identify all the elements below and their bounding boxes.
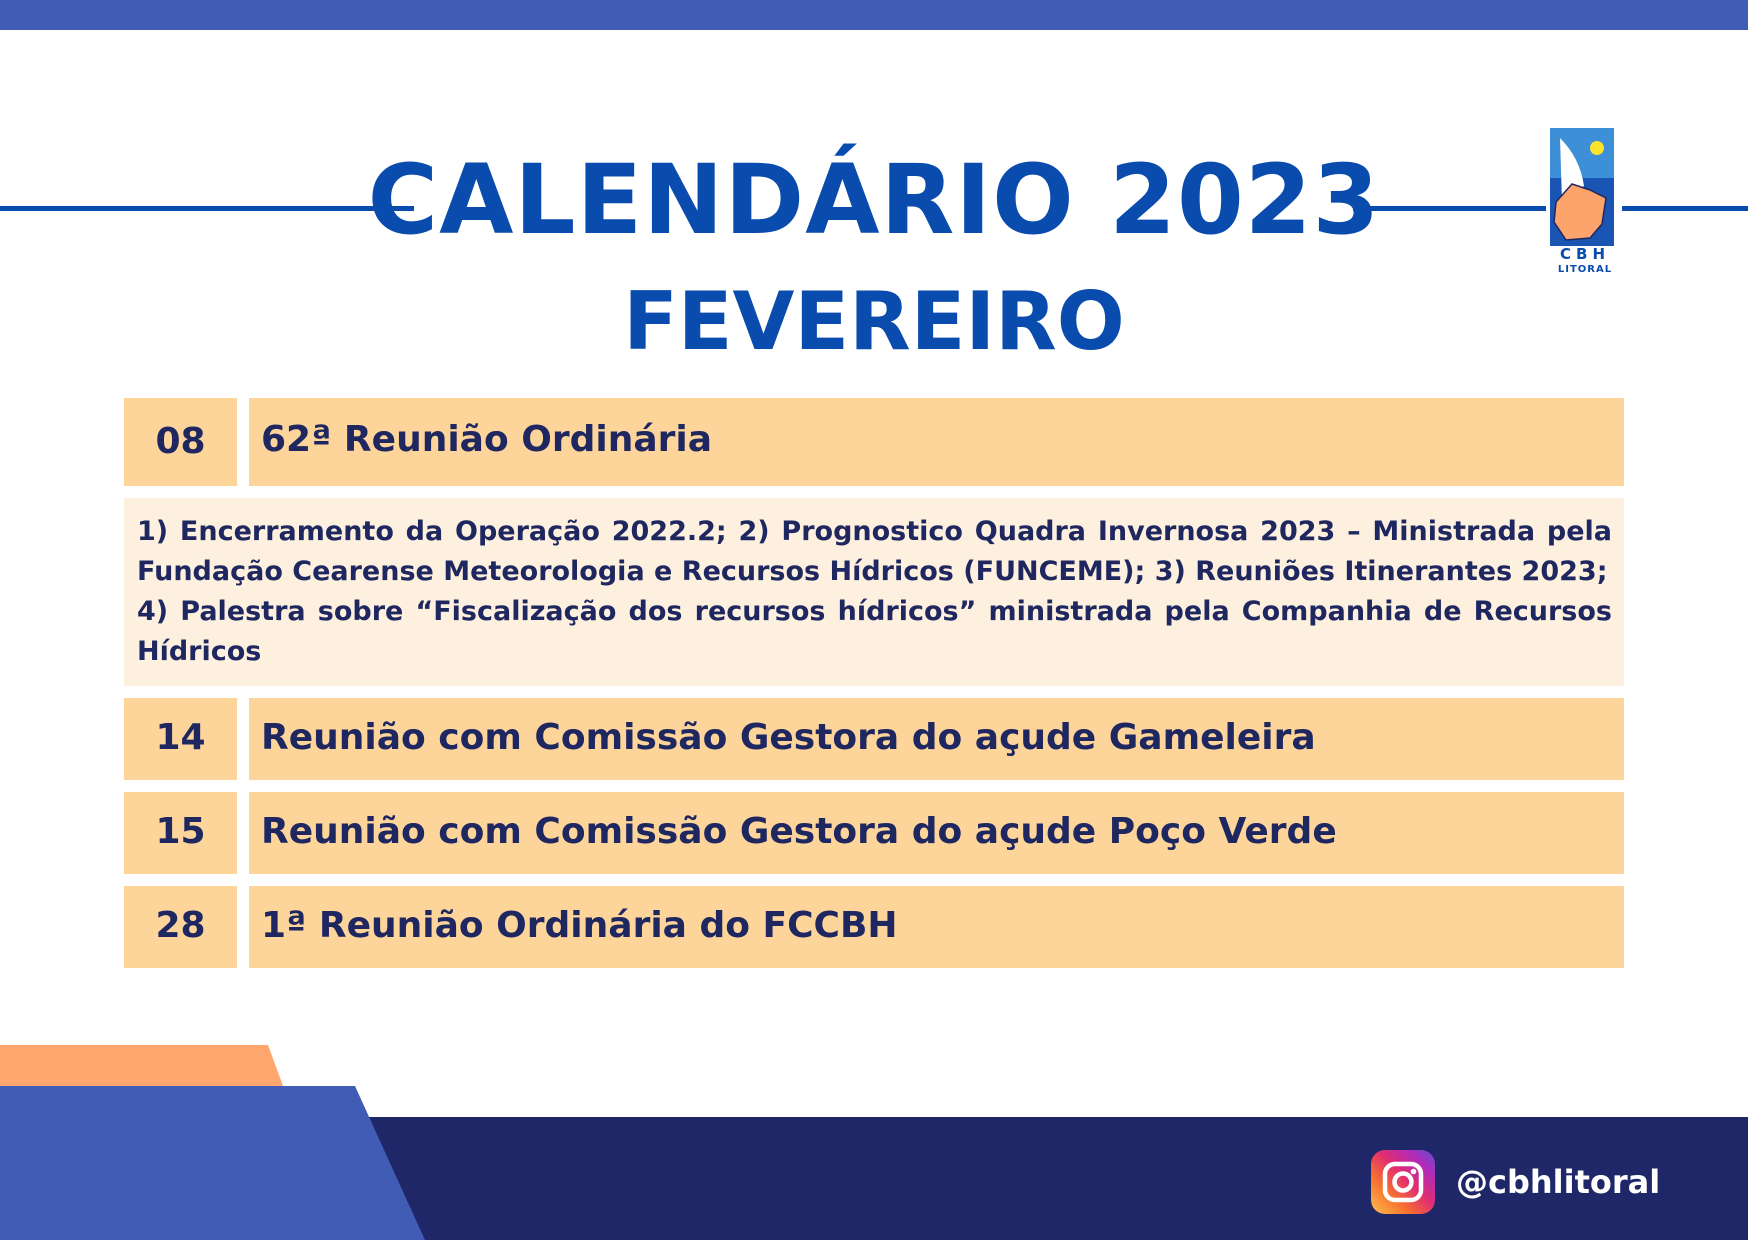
footer-blue-shape [0, 1086, 425, 1240]
event-day: 28 [124, 886, 237, 968]
month-title: FEVEREIRO [623, 275, 1125, 368]
details-paragraph-1: 1) Encerramento da Operação 2022.2; 2) Prognostico Quadra Invernosa 2023 – Ministrada pela Fundação Cearense Meteorologia e Recursos Hídricos (FUNCEME); 3) Reuniões Itinerantes 2023; [137, 516, 1612, 587]
details-paragraph-2: 4) Palestra sobre “Fiscalização dos recursos hídricos” ministrada pela Companhia de Recursos Hídricos [137, 596, 1612, 667]
event-day: 15 [124, 792, 237, 874]
page-title: CALENDÁRIO 2023 [367, 144, 1381, 256]
event-title: 1ª Reunião Ordinária do FCCBH [249, 886, 1624, 968]
event-day: 08 [124, 398, 237, 486]
logo-text-litoral: LITORAL [1557, 264, 1613, 275]
event-day: 14 [124, 698, 237, 780]
instagram-icon[interactable] [1371, 1150, 1435, 1214]
instagram-handle[interactable]: @cbhlitoral [1456, 1163, 1661, 1201]
instagram-glyph [1371, 1150, 1435, 1214]
logo-sun [1590, 141, 1604, 155]
event-title: 62ª Reunião Ordinária [249, 398, 1624, 486]
event-title: Reunião com Comissão Gestora do açude Gameleira [249, 698, 1624, 780]
logo-text-cbh: CBH [1560, 245, 1610, 263]
top-bar [0, 0, 1748, 30]
event-title: Reunião com Comissão Gestora do açude Poço Verde [249, 792, 1624, 874]
event-details [124, 498, 1624, 686]
